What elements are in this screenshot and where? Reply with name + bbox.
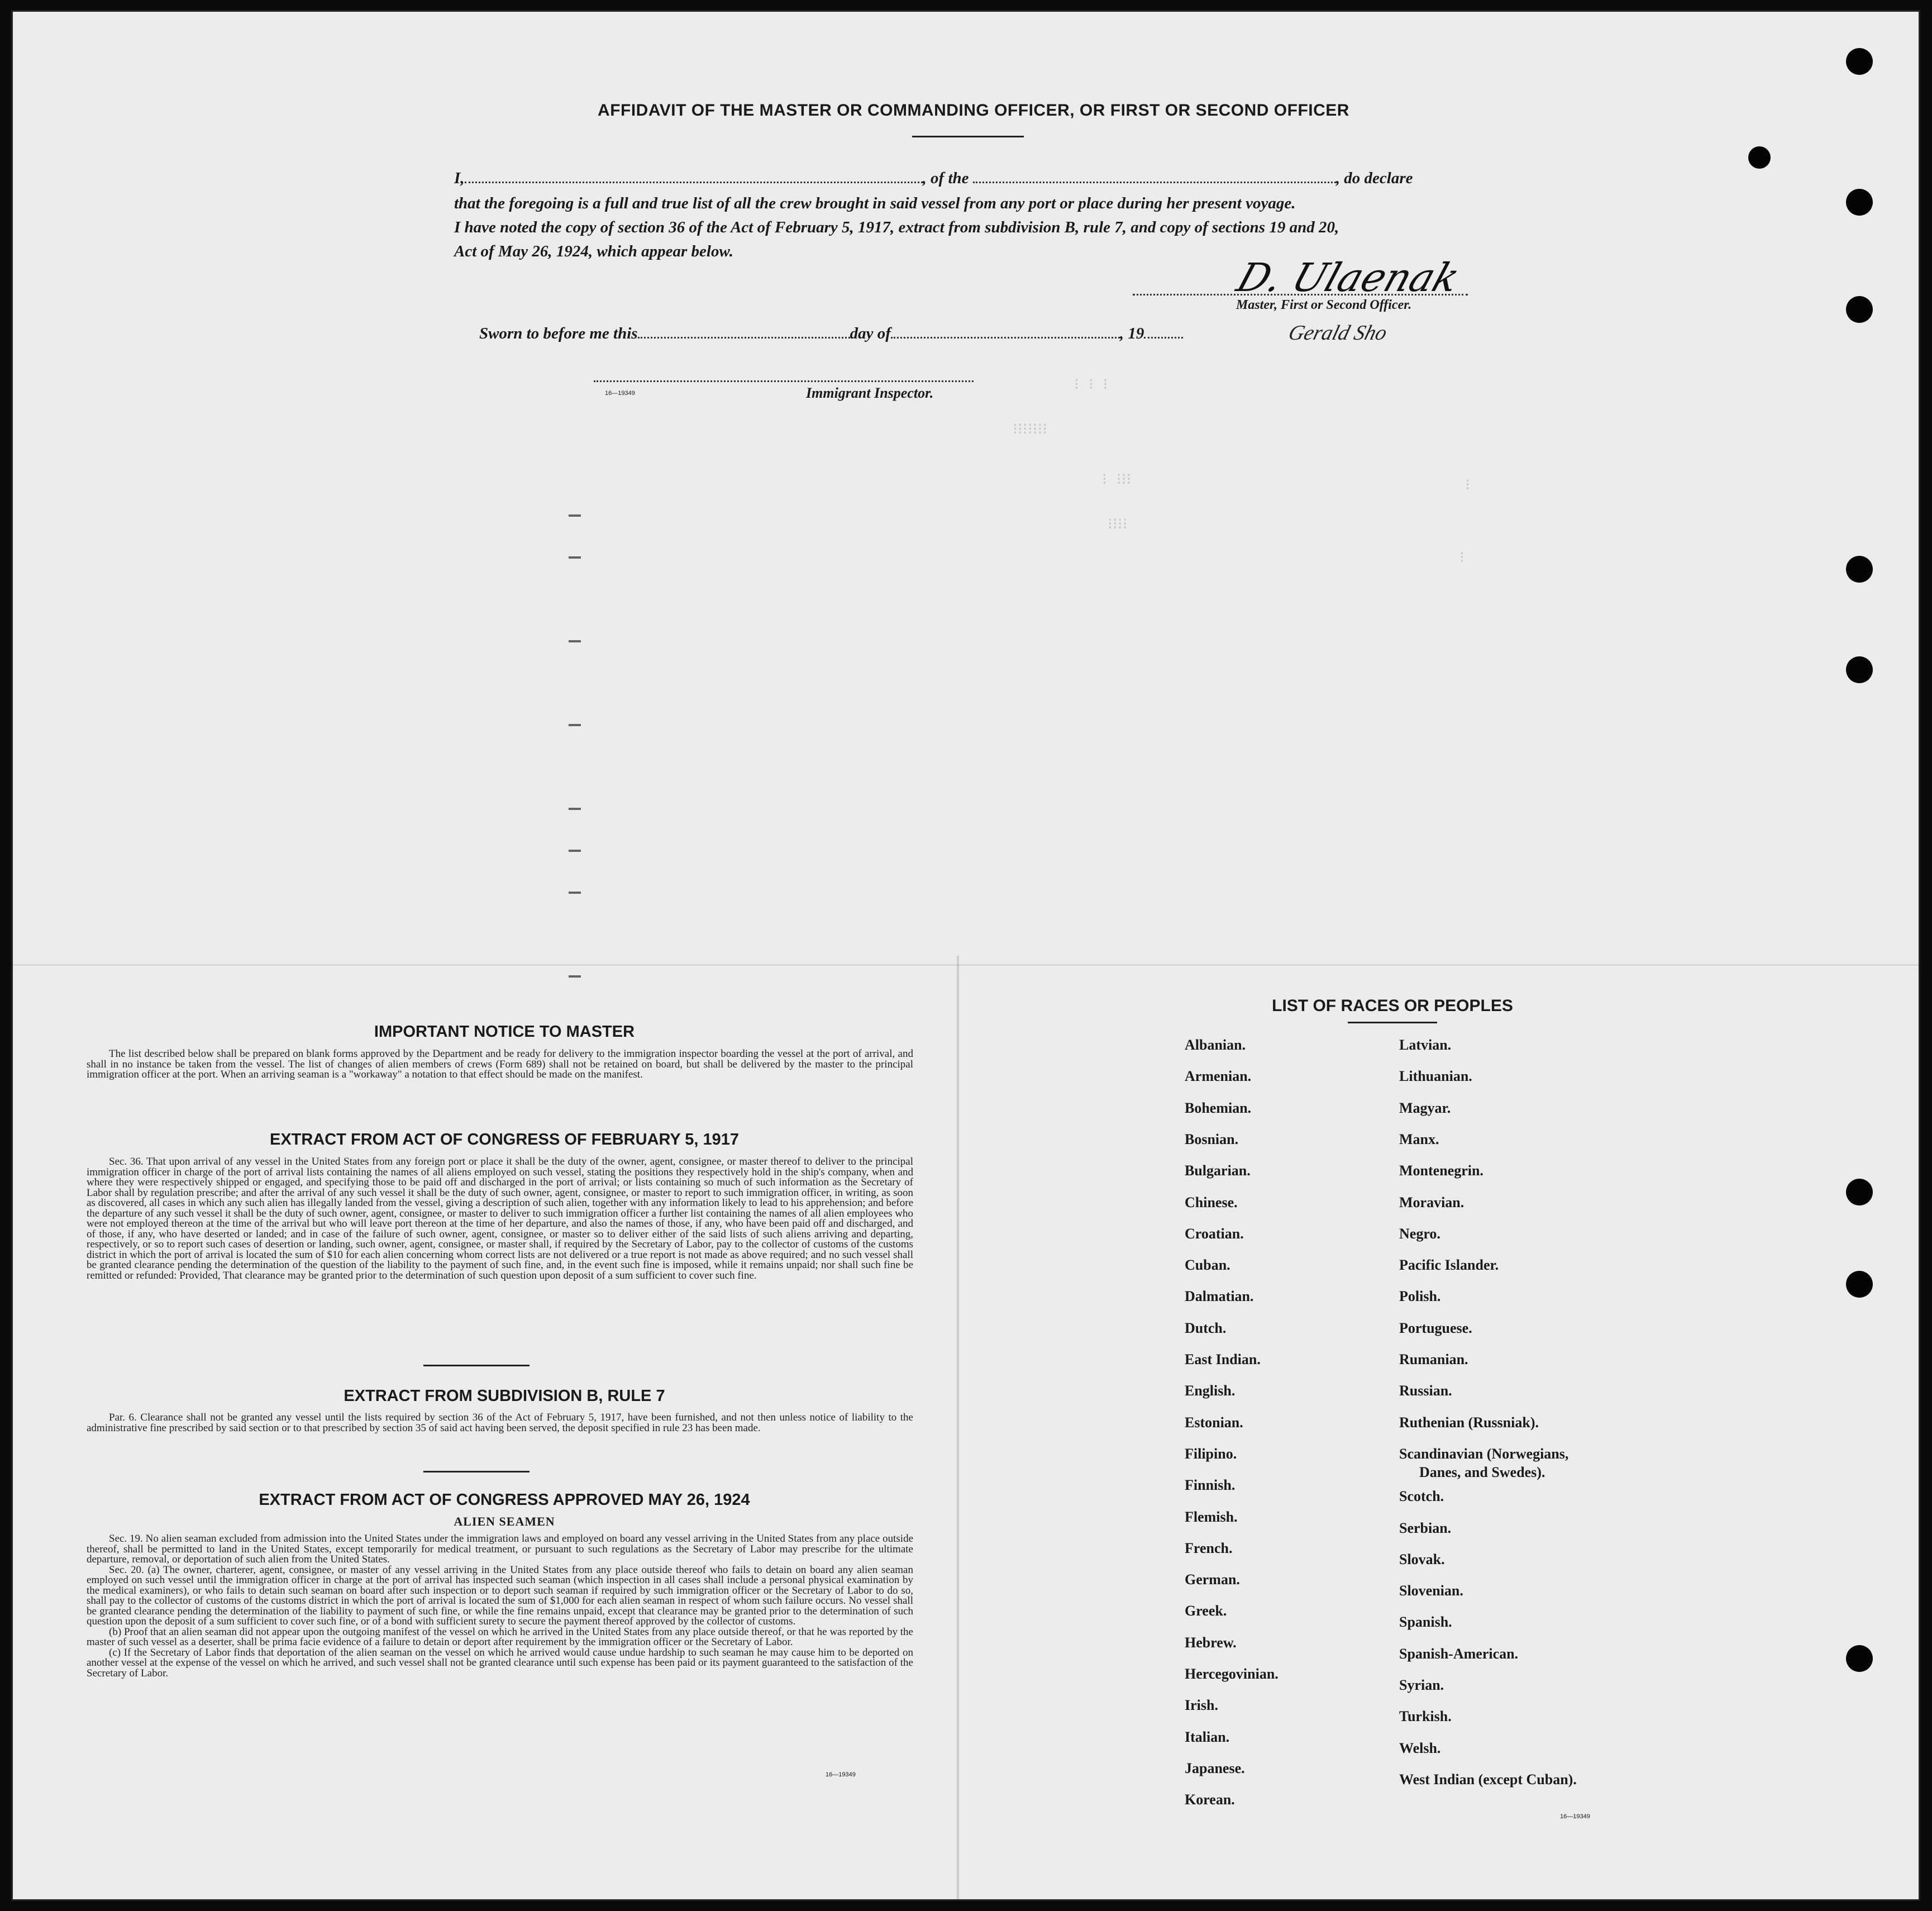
punch-hole: [1846, 189, 1873, 216]
bleed-through-mark: ⁝⁝⁝⁝⁝⁝⁝: [1013, 420, 1048, 438]
form-number: 16—19349: [1560, 1813, 1590, 1820]
race-item: Polish.: [1399, 1288, 1441, 1305]
race-item: Bulgarian.: [1185, 1162, 1251, 1179]
fold-crease-vertical: [957, 956, 959, 1901]
sworn-day-of: day of: [850, 325, 891, 342]
race-item: Scandinavian (Norwegians,: [1399, 1445, 1569, 1462]
race-item: Pacific Islander.: [1399, 1257, 1499, 1274]
signature-label: Master, First or Second Officer.: [1236, 298, 1412, 312]
race-item: French.: [1185, 1540, 1233, 1556]
race-item: Turkish.: [1399, 1708, 1452, 1725]
section-divider: [423, 1365, 529, 1366]
race-item: Filipino.: [1185, 1445, 1237, 1462]
race-item: Dalmatian.: [1185, 1288, 1254, 1305]
race-item: Hebrew.: [1185, 1634, 1237, 1651]
race-item: Hercegovinian.: [1185, 1666, 1279, 1682]
race-item: German.: [1185, 1571, 1240, 1588]
race-item: Armenian.: [1185, 1068, 1252, 1085]
inspector-label: Immigrant Inspector.: [806, 385, 934, 401]
race-item: Bohemian.: [1185, 1099, 1252, 1116]
form-number: 16—19349: [605, 390, 635, 397]
race-item: Estonian.: [1185, 1414, 1243, 1431]
extract-1924-text: [87, 1534, 913, 1679]
margin-tick: [569, 808, 581, 810]
sworn-handwriting: Gerald Sho: [1286, 321, 1390, 345]
section-20c-paragraph: (c) If the Secretary of Labor finds that deportation of the alien seaman on the vessel on which he arrived would cause undue hardship to such seaman he may cause him to be deported on another vessel at the expense of the vessel on which he arrived, and such vessel shall not be granted clearance until such expense has been paid or its payment guaranteed to the satisfaction of the Secretary of Labor.: [87, 1646, 913, 1679]
race-item: Danes, and Swedes).: [1419, 1464, 1545, 1480]
bleed-through-mark: ⁝ ⁝⁝⁝: [1102, 470, 1132, 488]
section-20a-paragraph: Sec. 20. (a) The owner, charterer, agent, consignee, or master of any vessel arriving in the United States from any place outside thereof who fails to detain on board any alien seaman employed on such vessel until the immigration officer in charge at the port of arrival has inspected such seaman (which inspection in all cases shall include a personal physical examination by the medical examiners), or who fails to detain such seaman on board after such inspection or to deport such seaman if required by such immigration officer or the Secretary of Labor to do so, shall pay to the collector of customs of the customs district in which the port of arrival is located the sum of $1,000 for each alien seaman in respect of whom such failure occurs. No vessel shall be granted clearance pending the determination of the liability to payment of such fine, or while the fine remains unpaid, except that clearance may be granted prior to the determination of such question upon the deposit of a sum sufficient to cover such fine, or of a bond with sufficient surety to secure the payment thereof approved by the collector of customs.: [87, 1564, 913, 1627]
extract-rule7-title: EXTRACT FROM SUBDIVISION B, RULE 7: [344, 1387, 665, 1405]
race-item: Albanian.: [1185, 1037, 1246, 1053]
alien-seamen-subtitle: ALIEN SEAMEN: [454, 1514, 555, 1528]
margin-tick: [569, 556, 581, 559]
race-item: Spanish-American.: [1399, 1645, 1519, 1662]
race-item: Rumanian.: [1399, 1351, 1468, 1367]
race-item: Chinese.: [1185, 1194, 1238, 1211]
margin-tick: [569, 975, 581, 978]
races-title-rule: [1348, 1022, 1437, 1023]
fold-crease-horizontal: [13, 964, 1920, 966]
race-item: Welsh.: [1399, 1740, 1441, 1756]
sworn-year: , 19: [1119, 325, 1144, 342]
sworn-prefix: Sworn to before me this: [479, 325, 638, 342]
race-item: Finnish.: [1185, 1477, 1235, 1494]
race-item: East Indian.: [1185, 1351, 1261, 1367]
race-item: Moravian.: [1399, 1194, 1464, 1211]
month-blank: [891, 335, 1120, 339]
name-blank: [465, 179, 923, 183]
race-item: Bosnian.: [1185, 1131, 1239, 1147]
extract-rule7-text: [87, 1413, 913, 1433]
affidavit-line-4: Act of May 26, 1924, which appear below.: [454, 242, 733, 260]
bleed-through-mark: ⁝: [1459, 548, 1464, 566]
race-item: Slovenian.: [1399, 1583, 1463, 1599]
punch-hole: [1846, 1645, 1873, 1672]
extract-1924-title: EXTRACT FROM ACT OF CONGRESS APPROVED MAY 26, 1924: [259, 1491, 750, 1509]
bleed-through-mark: ⁝⁝⁝⁝: [1108, 514, 1128, 533]
affidavit-declare: , do declare: [1335, 169, 1413, 187]
day-blank: [638, 335, 850, 339]
section-divider: [423, 1471, 529, 1472]
affidavit-line-1: [454, 169, 1413, 188]
margin-tick: [569, 850, 581, 852]
race-item: Scotch.: [1399, 1488, 1444, 1505]
inspector-signature-line: [594, 380, 974, 382]
race-item: Manx.: [1399, 1131, 1439, 1147]
notice-title: IMPORTANT NOTICE TO MASTER: [374, 1023, 635, 1041]
paragraph-6: Par. 6. Clearance shall not be granted any vessel until the lists required by section 36 of the Act of February 5, 1917, have been furnished, and not then unless notice of liability to the administrative fine prescribed by said section or to that prescribed by section 35 of said act having been served, the deposit specified in rule 23 has been made.: [87, 1412, 913, 1434]
section-36-paragraph: Sec. 36. That upon arrival of any vessel in the United States from any foreign port or place it shall be the duty of the owner, agent, consignee, or master thereof to deliver to the principal immigration officer in charge of the port of arrival lists containing the names of all aliens employed on such vessel, stating the positions they respectively hold in the ship's company, when and where they were respectively shipped or engaged, and specifying those to be paid off and discharged in the port of arrival; or lists containing so much of such information as the Secretary of Labor shall by regulation prescribe; and after the arrival of any such vessel it shall be the duty of such owner, agent, consignee, or master to report to such immigration officer, in writing, as soon as discovered, all cases in which any such alien has illegally landed from the vessel, giving a description of such alien, together with any information likely to lead to his apprehension; and before the departure of any such vessel it shall be the duty of such owner, agent, consignee, or master to deliver to such immigration officer a further list containing the names of all alien employees who were not employed thereon at the time of the arrival but who will leave port thereon at the time of her departure, and also the names of those, if any, who have been paid off and discharged, and of those, if any, who have deserted or landed; and in case of the failure of such owner, agent, consignee, or master so to deliver either of the said lists of such aliens arriving and departing, respectively, or so to report such cases of desertion or landing, such owner, agent, consignee, or master shall, if required by the Secretary of Labor, pay to the collector of customs of the customs district in which the port of arrival is located the sum of $10 for each alien concerning whom correct lists are not delivered or a true report is not made as above required; and no such vessel shall be granted clearance pending the determination of the question of the liability to the payment of such fine, and, in the event such fine is imposed, while it remains unpaid; nor shall such fine be remitted or refunded: Provided, That clearance may be granted prior to the determination of such question upon deposit of a sum sufficient to cover such fine.: [87, 1156, 913, 1281]
race-item: Irish.: [1185, 1697, 1218, 1714]
notice-text: [87, 1049, 913, 1080]
document-page: [11, 10, 1920, 1901]
bleed-through-mark: ⁝ ⁝ ⁝: [1074, 375, 1108, 393]
race-item: Russian.: [1399, 1383, 1452, 1399]
punch-hole: [1846, 556, 1873, 583]
race-item: Croatian.: [1185, 1225, 1244, 1242]
master-signature: D. Ulaenak: [1231, 255, 1466, 301]
race-item: Greek.: [1185, 1603, 1227, 1619]
bleed-through-mark: ⁝: [1465, 475, 1470, 494]
signature-line: [1133, 294, 1468, 296]
race-item: Portuguese.: [1399, 1319, 1472, 1336]
sworn-line: [479, 325, 1183, 343]
affidavit-i: I,: [454, 169, 465, 187]
notice-paragraph: The list described below shall be prepared on blank forms approved by the Department and be ready for delivery to the immigration inspector boarding the vessel at the port of arrival, and shall in no instance be taken from the vessel. The list of changes of alien members of crews (Form 689) shall not be retained on board, but shall be delivered by the master to the principal immigration officer at the port. When an arriving seaman is a "workaway" a notation to that effect should be made on the manifest.: [87, 1048, 913, 1080]
race-item: Japanese.: [1185, 1760, 1245, 1776]
section-19-paragraph: Sec. 19. No alien seaman excluded from admission into the United States under the immigration laws and employed on board any vessel arriving in the United States from any place outside thereof, shall be permitted to land in the United States, except temporarily for medical treatment, or pursuant to such regulations as the Secretary of Labor may prescribe for the ultimate departure, removal, or deportation of such alien from the United States.: [87, 1533, 913, 1565]
race-item: Spanish.: [1399, 1614, 1452, 1631]
race-item: Cuban.: [1185, 1257, 1230, 1274]
race-item: English.: [1185, 1383, 1235, 1399]
form-number: 16—19349: [826, 1771, 856, 1778]
race-item: Magyar.: [1399, 1099, 1451, 1116]
race-item: Serbian.: [1399, 1519, 1452, 1536]
punch-hole: [1846, 656, 1873, 683]
race-item: Italian.: [1185, 1728, 1230, 1745]
margin-tick: [569, 514, 581, 517]
punch-hole: [1846, 48, 1873, 75]
vessel-blank: [973, 179, 1336, 183]
races-title: LIST OF RACES OR PEOPLES: [1272, 997, 1513, 1015]
race-item: Flemish.: [1185, 1508, 1238, 1525]
affidavit-line-3: I have noted the copy of section 36 of the Act of February 5, 1917, extract from subdivision B, rule 7, and copy of sections 19 and 20,: [454, 218, 1339, 236]
year-blank: [1144, 335, 1183, 339]
section-20b-paragraph: (b) Proof that an alien seaman did not appear upon the outgoing manifest of the vessel on which he arrived in the United States from any place outside thereof, or that he was reported by the master of such vessel as a deserter, shall be prima facie evidence of a failure to detain or deport after requirement by the immigration officer or the Secretary of Labor.: [87, 1626, 913, 1648]
punch-hole: [1846, 1179, 1873, 1205]
extract-1917-title: EXTRACT FROM ACT OF CONGRESS OF FEBRUARY 5, 1917: [269, 1131, 740, 1148]
race-item: Slovak.: [1399, 1551, 1445, 1567]
race-item: Latvian.: [1399, 1037, 1452, 1053]
margin-tick: [569, 892, 581, 894]
race-item: Lithuanian.: [1399, 1068, 1472, 1085]
race-item: Negro.: [1399, 1225, 1440, 1242]
affidavit-of-the: , of the: [922, 169, 969, 187]
race-item: Syrian.: [1399, 1677, 1444, 1693]
punch-hole: [1748, 146, 1771, 169]
title-rule: [912, 136, 1024, 137]
margin-tick: [569, 640, 581, 642]
race-item: Ruthenian (Russniak).: [1399, 1414, 1539, 1431]
race-item: Dutch.: [1185, 1319, 1227, 1336]
race-item: West Indian (except Cuban).: [1399, 1771, 1577, 1788]
punch-hole: [1846, 1271, 1873, 1298]
margin-tick: [569, 724, 581, 726]
affidavit-title: AFFIDAVIT OF THE MASTER OR COMMANDING OFFICER, OR FIRST OR SECOND OFFICER: [598, 101, 1349, 120]
extract-1917-text: [87, 1157, 913, 1281]
affidavit-line-2: that the foregoing is a full and true list of all the crew brought in said vessel from any port or place during her present voyage.: [454, 194, 1296, 212]
race-item: Korean.: [1185, 1791, 1235, 1808]
race-item: Montenegrin.: [1399, 1162, 1483, 1179]
punch-hole: [1846, 296, 1873, 323]
